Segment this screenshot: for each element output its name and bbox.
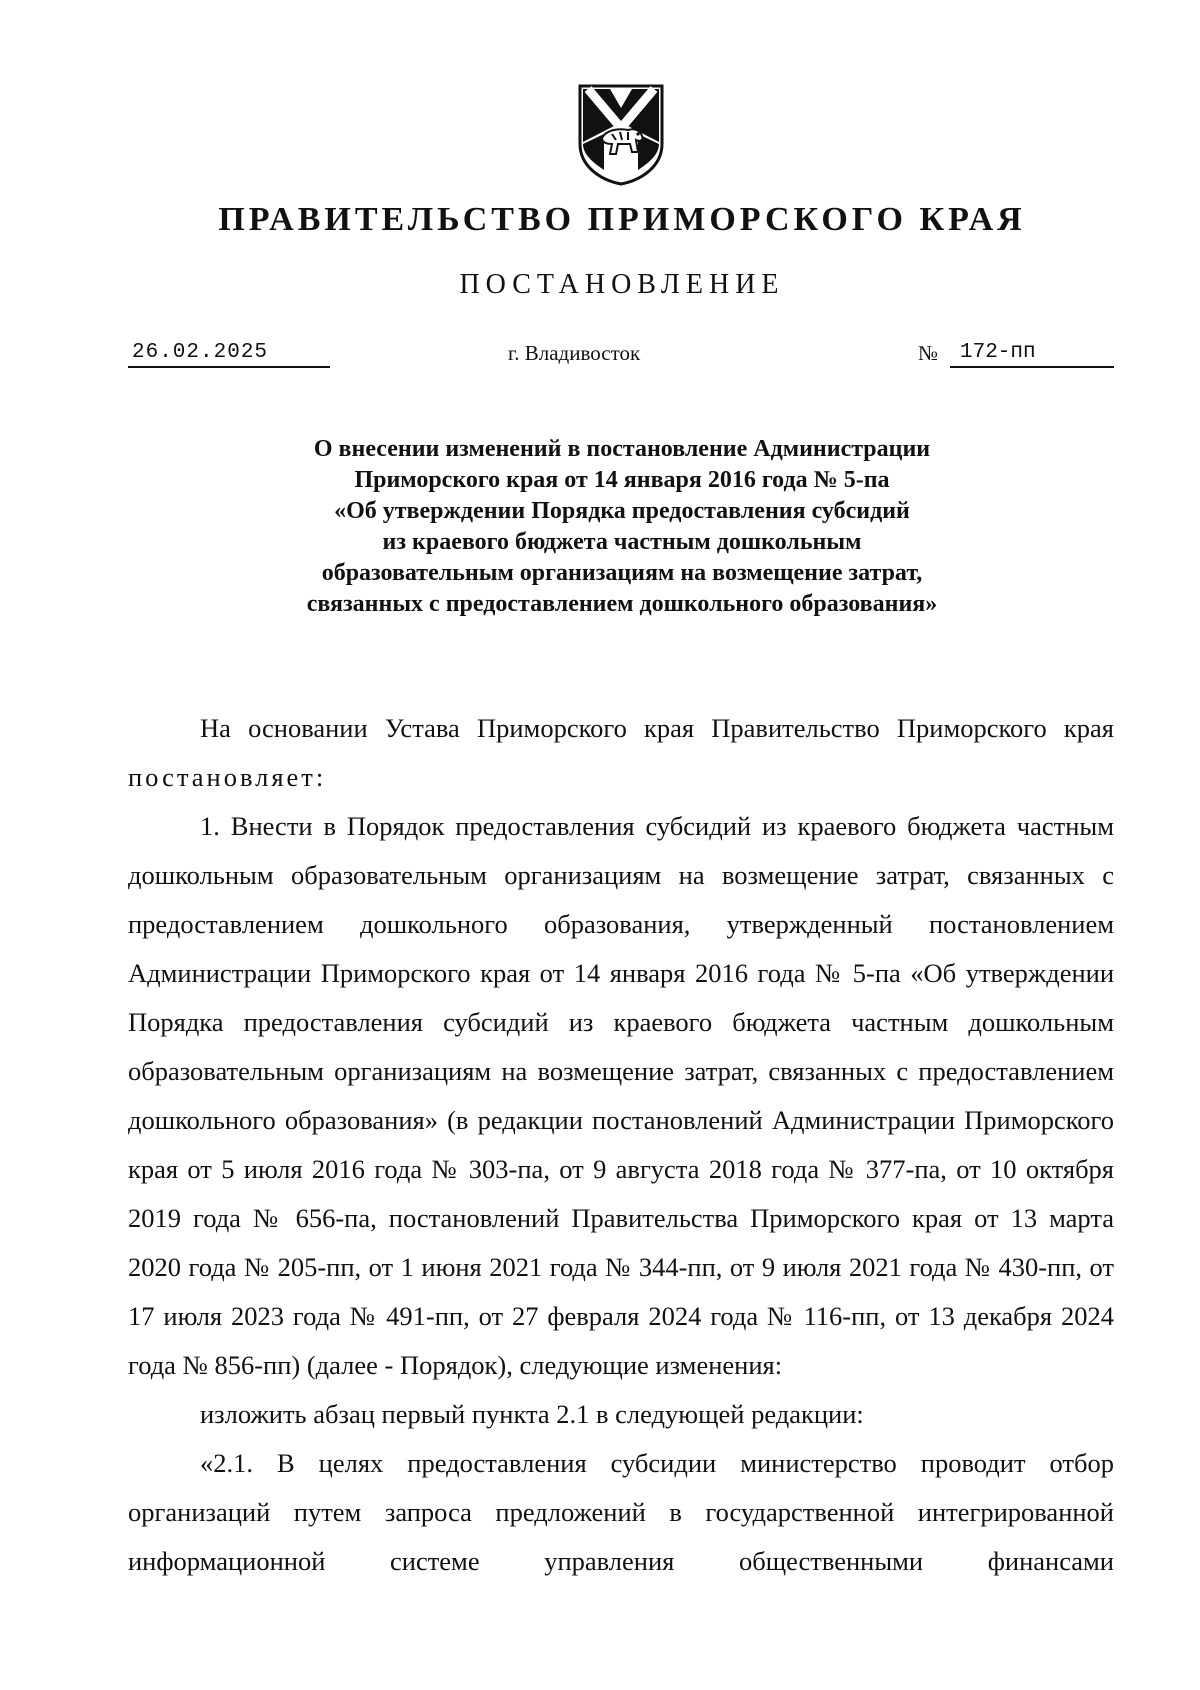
document-number: 172-пп (950, 340, 1114, 368)
subject-line: О внесении изменений в постановление Администрации (313, 436, 931, 462)
document-subject (170, 434, 1074, 620)
preamble-text: На основании Устава Приморского края Правительство Приморского края (200, 713, 1114, 743)
instruction-paragraph: изложить абзац первый пункта 2.1 в следующей редакции: (200, 1399, 864, 1429)
coat-of-arms-icon (576, 82, 666, 187)
subject-line: образовательным организациям на возмещение затрат, (321, 560, 923, 586)
subject-line: связанных с предоставлением дошкольного образования» (306, 591, 938, 617)
subject-line: «Об утверждении Порядка предоставления субсидий (334, 498, 910, 524)
item-1-paragraph: 1. Внести в Порядок предоставления субсидий из краевого бюджета частным дошкольным образовательным организациям на возмещение затрат, связанных с предоставлением дошкольного образования, утвержденный постановлением Администрации Приморского края от 14 января 2016 года № 5-па «Об утверждении Порядка предоставления субсидий из краевого бюджета частным дошкольным образовательным организациям на возмещение затрат, связанных с предоставлением дошкольного образования» (в редакции постановлений Администрации Приморского края от 5 июля 2016 года № 303-па, от 9 августа 2018 года № 377-па, от 10 октября 2019 года № 656-па, постановлений Правительства Приморского края от 13 марта 2020 года № 205-пп, от 1 июня 2021 года № 344-пп, от 9 июля 2021 года № 430-пп, от 17 июля 2023 года № 491-пп, от 27 февраля 2024 года № 116-пп, от 13 декабря 2024 года № 856-пп) (далее - Порядок), следующие изменения: (128, 811, 1114, 1380)
document-city: г. Владивосток (508, 341, 641, 365)
document-number-prefix: № (918, 341, 939, 365)
preamble-paragraph (128, 704, 1114, 802)
quoted-paragraph: «2.1. В целях предоставления субсидии министерство проводит отбор организаций путем запроса предложений в государственной интегрированной информационной системе управления общественными финансами (128, 1448, 1114, 1576)
resolves-word: постановляет: (128, 762, 327, 792)
organization-title: ПРАВИТЕЛЬСТВО ПРИМОРСКОГО КРАЯ (218, 201, 1026, 238)
document-body (128, 704, 1114, 1586)
subject-line: из краевого бюджета частным дошкольным (382, 529, 862, 555)
document-date: 26.02.2025 (128, 340, 330, 368)
document-type: ПОСТАНОВЛЕНИЕ (459, 269, 785, 300)
subject-line: Приморского края от 14 января 2016 года № 5-па (354, 467, 890, 493)
document-meta (128, 340, 1114, 376)
